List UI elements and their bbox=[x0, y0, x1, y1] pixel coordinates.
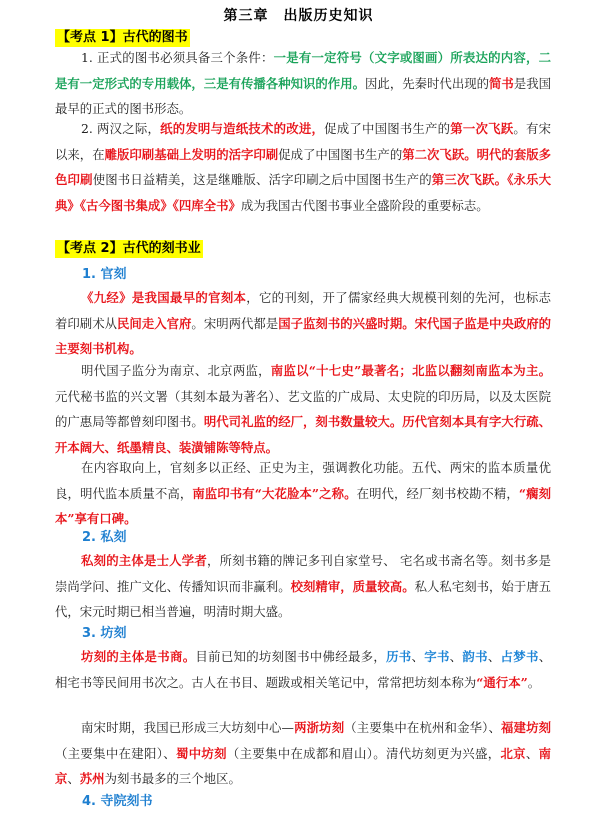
paragraph-official-2: 明代国子监分为南京、北京两监，南监以“十七史”最著名；北监以翻刻南监本为主。元代秘书监的兴文署（其刻本最为著名）、艺文监的广成局、太史院的印历局，以及太医院的广惠局等都曾刻印图书。明代司礼监的经厂，刻书数量较大。历代官刻本具有字大行疏、开本阔大、纸墨精良、装潢铺陈等特点。 bbox=[55, 363, 552, 456]
paragraph-official-3: 在内容取向上，官刻多以正经、正史为主，强调教化功能。五代、两宋的监本质量优良，明代监本质量不高，南监印书有“大花脸本”之称。在明代，经厂刻书校勘不精，“瘸刻本”享有口碑。 bbox=[55, 460, 551, 527]
subheading-bookshop: 3. 坊刻 bbox=[82, 626, 127, 641]
section-heading-1: 【考点 1】古代的图书 bbox=[57, 30, 188, 45]
subheading-temple: 4. 寺院刻书 bbox=[82, 794, 153, 809]
paragraph-conditions: 1. 正式的图书必须具备三个条件：一是有一定符号（文字或图画）所表达的内容，二是有一定形式的专用载体，三是有传播各种知识的作用。因此，先秦时代出现的简书是我国最早的正式的图书形态。 bbox=[55, 50, 552, 117]
paragraph-official-1: 《九经》是我国最早的官刻本，它的刊刻，开了儒家经典大规模刊刻的先河，也标志着印刷术从民间走入官府。宋明两代都是国子监刻书的兴盛时期。宋代国子监是中央政府的主要刻书机构。 bbox=[55, 290, 552, 357]
subheading-private: 2. 私刻 bbox=[82, 530, 127, 545]
paragraph-bookshop-1: 坊刻的主体是书商。目前已知的坊刻图书中佛经最多，历书、字书、韵书、占梦书、相宅书等民间用书次之。古人在书目、题跋或相关笔记中，常常把坊刻本称为“通行本”。 bbox=[55, 649, 552, 690]
subheading-official: 1. 官刻 bbox=[82, 267, 127, 282]
chapter-title: 第三章 出版历史知识 bbox=[223, 8, 374, 24]
paragraph-private: 私刻的主体是士人学者，所刻书籍的牌记多刊自家堂号、 宅名或书斋名等。刻书多是崇尚学问、推广文化、传播知识而非赢利。校刻精审，质量较高。私人私宅刻书，始于唐五代，宋元时期已相当普遍，明清时期大盛。 bbox=[55, 553, 552, 620]
paragraph-leaps: 2. 两汉之际，纸的发明与造纸技术的改进，促成了中国图书生产的第一次飞跃。有宋以来，在雕版印刷基础上发明的活字印刷促成了中国图书生产的第二次飞跃。明代的套版多色印刷使图书日益精美，这是继雕版、活字印刷之后中国图书生产的第三次飞跃。《永乐大典》《古今图书集成》《四库全书》成为我国古代图书事业全盛阶段的重要标志。 bbox=[55, 121, 552, 214]
section-heading-2: 【考点 2】古代的刻书业 bbox=[57, 241, 201, 256]
paragraph-bookshop-2: 南宋时期，我国已形成三大坊刻中心—两浙坊刻（主要集中在杭州和金华）、福建坊刻（主要集中在建阳）、蜀中坊刻（主要集中在成都和眉山）。清代坊刻更为兴盛，北京、南京、苏州为刻书最多的三个地区。 bbox=[55, 720, 552, 787]
